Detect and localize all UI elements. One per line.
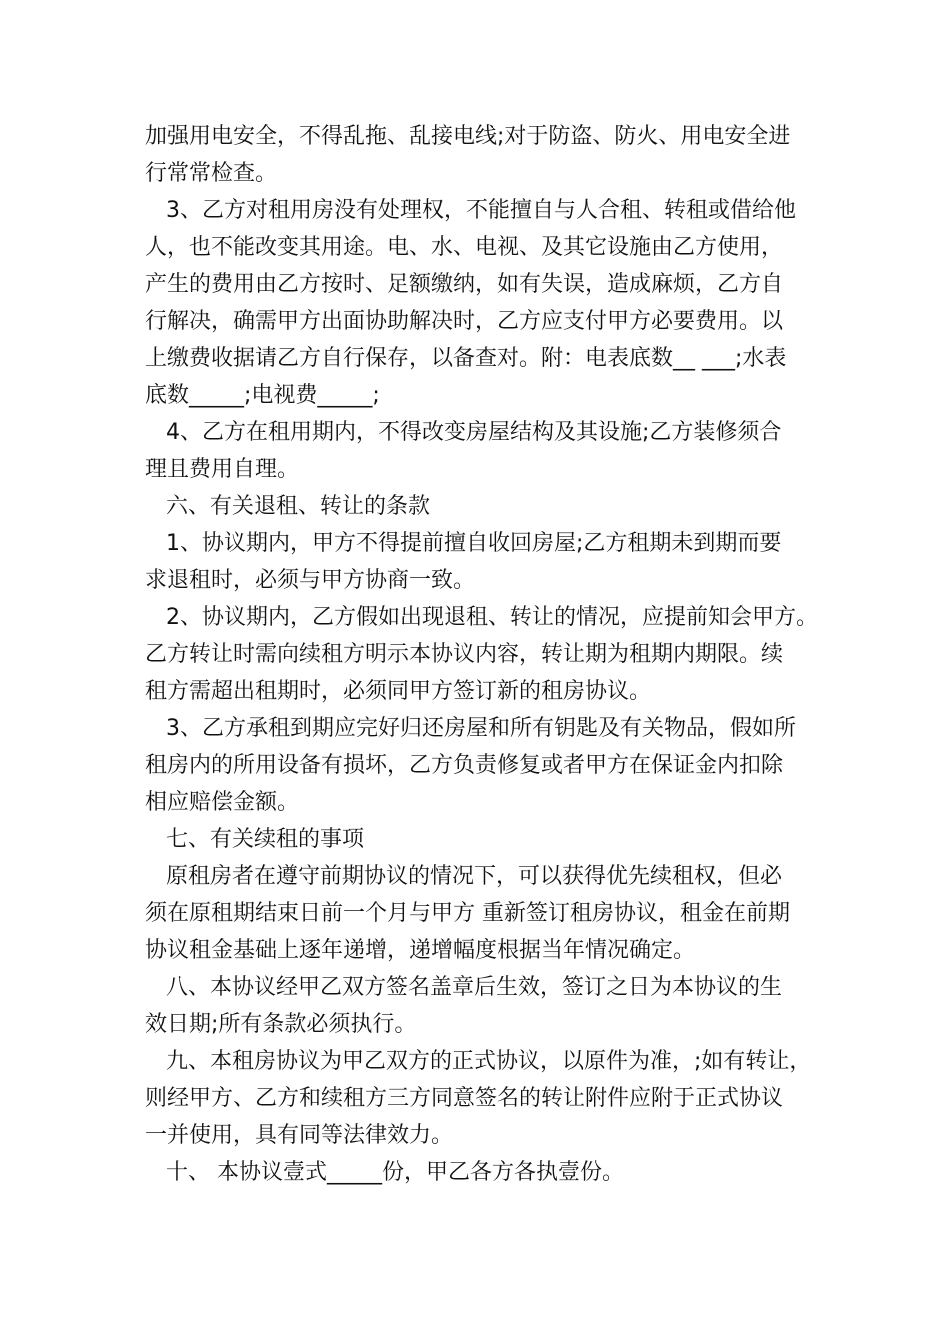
section-heading: 六、有关退租、转让的条款 <box>145 494 430 519</box>
section-heading: 七、有关续租的事项 <box>145 827 364 852</box>
text-line: 协议租金基础上逐年递增，递增幅度根据当年情况确定。 <box>145 938 696 963</box>
text-line: 乙方转让时需向续租方明示本协议内容，转让期为租期内期限。续 <box>145 642 784 667</box>
text-line: 3、乙方承租到期应完好归还房屋和所有钥匙及有关物品，假如所 <box>145 716 796 741</box>
text-line: 4、乙方在租用期内，不得改变房屋结构及其设施;乙方装修须合 <box>145 420 782 445</box>
text-line: 原租房者在遵守前期协议的情况下，可以获得优先续租权，但必 <box>145 864 782 889</box>
text-line: 行解决，确需甲方出面协助解决时，乙方应支付甲方必要费用。以 <box>145 309 784 334</box>
text-line: 租房内的所用设备有损坏，乙方负责修复或者甲方在保证金内扣除 <box>145 753 784 778</box>
text-line: 行常常检查。 <box>145 161 278 186</box>
text-line: 3、乙方对租用房没有处理权，不能擅自与人合租、转租或借给他 <box>145 198 796 223</box>
text-line: 九、本租房协议为甲乙双方的正式协议，以原件为准，;如有转让， <box>145 1049 812 1074</box>
text-line: 租方需超出租期时，必须同甲方签订新的租房协议。 <box>145 679 652 704</box>
text-line: 底数_____;电视费_____; <box>145 383 380 408</box>
text-line: 人，也不能改变其用途。电、水、电视、及其它设施由乙方使用， <box>145 235 784 260</box>
text-line: 十、 本协议壹式_____份，甲乙各方各执壹份。 <box>145 1160 624 1185</box>
text-line: 1、协议期内，甲方不得提前擅自收回房屋;乙方租期未到期而要 <box>145 531 782 556</box>
text-line: 2、协议期内，乙方假如出现退租、转让的情况，应提前知会甲方。 <box>145 605 818 630</box>
text-line: 须在原租期结束日前一个月与甲方 重新签订租房协议，租金在前期 <box>145 901 790 926</box>
text-line: 则经甲方、乙方和续租方三方同意签名的转让附件应附于正式协议 <box>145 1086 784 1111</box>
text-line: 求退租时，必须与甲方协商一致。 <box>145 568 476 593</box>
text-line: 相应赔偿金额。 <box>145 790 300 815</box>
text-line: 效日期;所有条款必须执行。 <box>145 1012 417 1037</box>
text-line: 八、本协议经甲乙双方签名盖章后生效，签订之日为本协议的生 <box>145 975 782 1000</box>
text-line: 加强用电安全，不得乱拖、乱接电线;对于防盗、防火、用电安全进 <box>145 124 791 149</box>
text-line: 一并使用，具有同等法律效力。 <box>145 1123 454 1148</box>
text-line: 上缴费收据请乙方自行保存，以备查对。附：电表底数__ ___;水表 <box>145 346 787 371</box>
text-line: 产生的费用由乙方按时、足额缴纳，如有失误，造成麻烦，乙方自 <box>145 272 784 297</box>
text-line: 理且费用自理。 <box>145 457 300 482</box>
